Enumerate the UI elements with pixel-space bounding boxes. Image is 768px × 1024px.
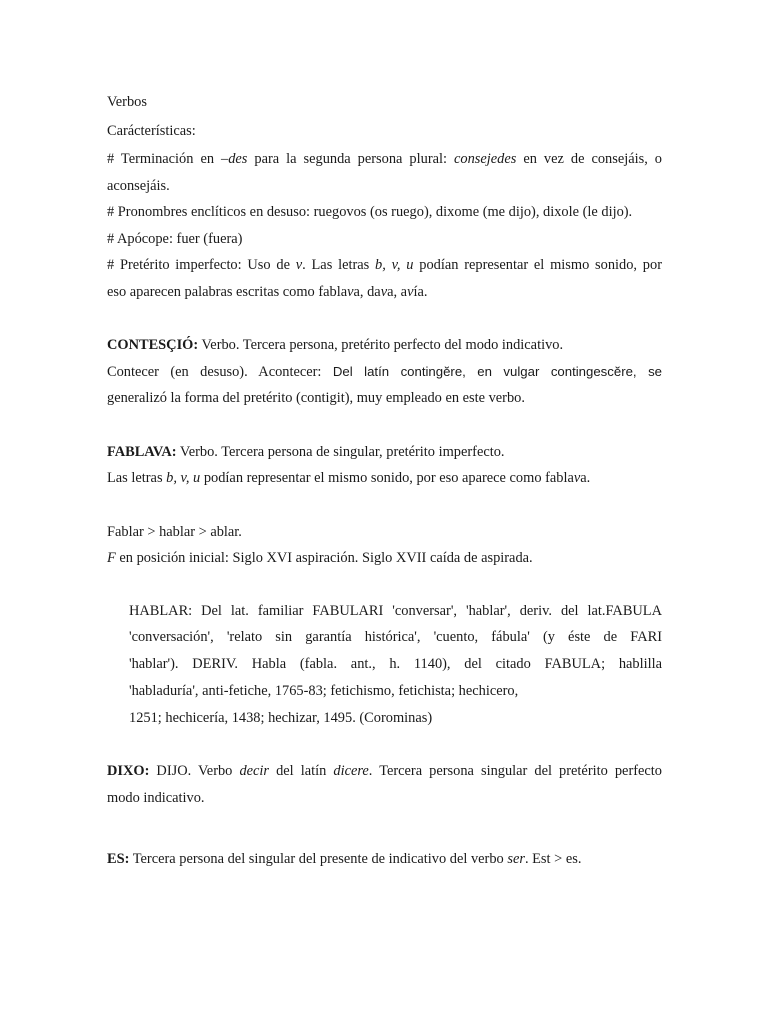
evolution-note: F en posición inicial: Siglo XVI aspiración. Siglo XVII caída de aspirada. bbox=[107, 550, 533, 566]
entry-contescio-etymology: Contecer (en desuso). Acontecer: Del latín contingĕre, en vulgar contingescĕre, se bbox=[107, 363, 662, 380]
quote-line: 'conversación', 'relato sin garantía histórica', 'cuento, fábula' (y éste de FARI bbox=[129, 629, 662, 646]
document-body bbox=[107, 89, 662, 873]
entry-dixo: DIXO: DIJO. Verbo decir del latín dicere. Tercera persona singular del pretérito perfecto bbox=[107, 763, 662, 780]
evolution-line: Fablar > hablar > ablar. bbox=[107, 523, 242, 540]
quote-line: 1251; hechicería, 1438; hechizar, 1495. (Corominas) bbox=[129, 709, 433, 726]
entry-contescio-etymology-cont: generalizó la forma del pretérito (contigit), muy empleado en este verbo. bbox=[107, 390, 525, 406]
entry-fablava: FABLAVA: Verbo. Tercera persona de singular, pretérito imperfecto. bbox=[107, 443, 505, 460]
rule-enclitics: # Pronombres enclíticos en desuso: ruegovos (os ruego), dixome (me dijo), dixole (le dijo). bbox=[107, 204, 633, 220]
quote-line: HABLAR: Del lat. familiar FABULARI 'conversar', 'hablar', deriv. del lat.FABULA bbox=[129, 602, 662, 619]
rule-imperfect: # Pretérito imperfecto: Uso de v. Las letras b, v, u podían representar el mismo sonido, por bbox=[107, 257, 662, 273]
entry-term: DIXO: bbox=[107, 763, 150, 780]
rule-apocope: # Apócope: fuer (fuera) bbox=[107, 230, 243, 247]
section-heading: Verbos bbox=[107, 94, 147, 110]
rule-termination-cont: aconsejáis. bbox=[107, 177, 170, 194]
corominas-quote bbox=[107, 598, 662, 732]
entry-term: ES: bbox=[107, 851, 130, 868]
quote-line: 'habladuría', anti-fetiche, 1765-83; fetichismo, fetichista; hechicero, bbox=[129, 682, 519, 699]
characteristics-label: Carácterísticas: bbox=[107, 122, 196, 139]
entry-es: ES: Tercera persona del singular del presente de indicativo del verbo ser. Est > es. bbox=[107, 851, 582, 868]
rule-termination: # Terminación en –des para la segunda persona plural: consejedes en vez de consejáis, o bbox=[107, 151, 662, 167]
entry-dixo-cont: modo indicativo. bbox=[107, 789, 205, 806]
entry-contescio: CONTESÇIÓ: Verbo. Tercera persona, pretérito perfecto del modo indicativo. bbox=[107, 337, 564, 353]
quote-line: 'hablar'). DERIV. Habla (fabla. ant., h. 1140), del citado FABULA; hablilla bbox=[129, 656, 662, 673]
entry-term: FABLAVA: bbox=[107, 443, 177, 460]
entry-fablava-note: Las letras b, v, u podían representar el mismo sonido, por eso aparece como fablava. bbox=[107, 470, 591, 486]
entry-term: CONTESÇIÓ: bbox=[107, 337, 199, 353]
rule-imperfect-cont: eso aparecen palabras escritas como fablava, dava, avía. bbox=[107, 283, 428, 300]
